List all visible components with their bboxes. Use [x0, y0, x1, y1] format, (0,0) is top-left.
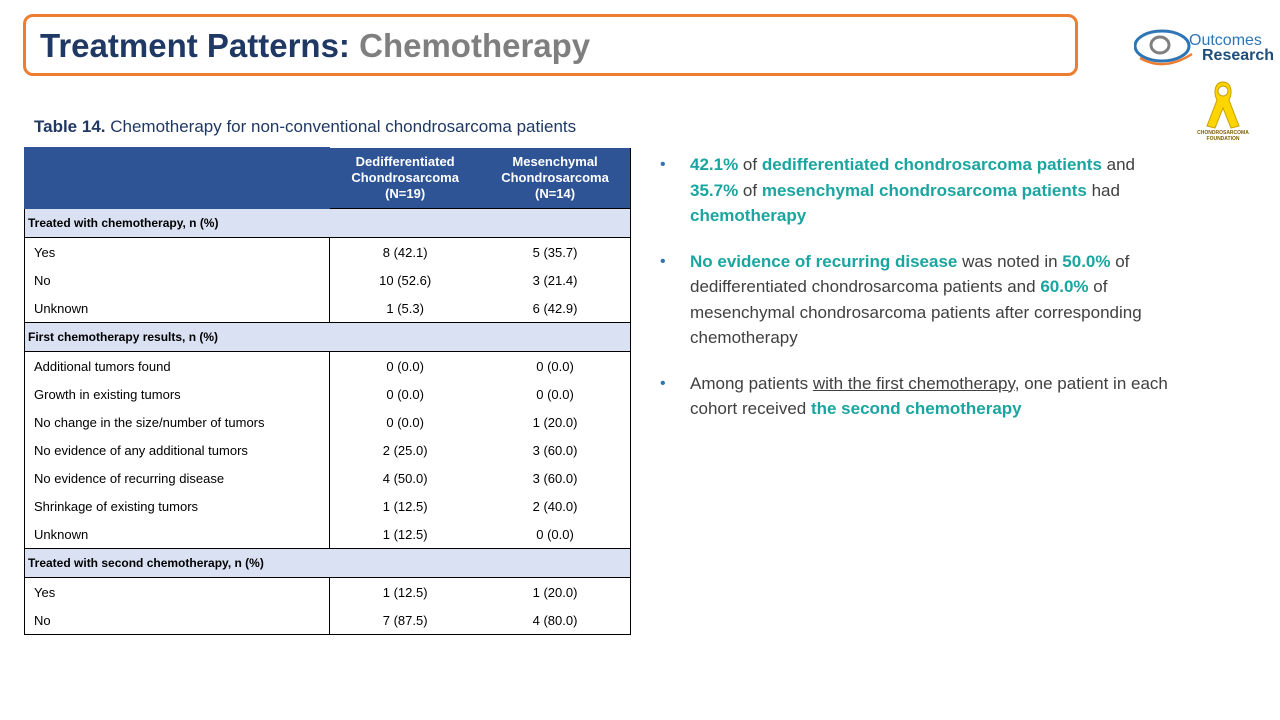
header-dedifferentiated	[330, 148, 480, 209]
table-caption-text: Chemotherapy for non-conventional chondrosarcoma patients	[110, 117, 577, 136]
table-row	[25, 238, 631, 267]
row-value-dedifferentiated: 8 (42.1)	[330, 238, 480, 267]
table-row	[25, 492, 631, 520]
row-value-mesenchymal: 6 (42.9)	[532, 300, 578, 316]
header-blank-cell	[25, 148, 330, 209]
section-row	[25, 209, 631, 238]
row-label: Shrinkage of existing tumors	[25, 492, 330, 520]
title-box	[23, 14, 1078, 76]
row-value-dedifferentiated: 0 (0.0)	[386, 386, 424, 402]
header-mesenchymal	[480, 148, 630, 209]
row-label: Unknown	[25, 294, 330, 323]
table-row	[25, 606, 631, 635]
header-2-line-3: (N=14)	[534, 185, 576, 201]
header-1-line-2: Chondrosarcoma	[351, 169, 459, 185]
chemotherapy-table	[24, 147, 631, 635]
bullet-3-part-3: , one patient in each cohort received	[690, 373, 1168, 418]
row-label: No change in the size/number of tumors	[25, 408, 330, 436]
row-label: No evidence of recurring disease	[25, 464, 330, 492]
bullet-1-part-9: chemotherapy	[690, 206, 807, 225]
section-row	[25, 549, 631, 578]
table-row	[25, 436, 631, 464]
row-value-mesenchymal: 1 (20.0)	[532, 414, 578, 430]
row-value-dedifferentiated: 0 (0.0)	[330, 352, 480, 381]
table-header-row	[25, 148, 631, 209]
row-label: Yes	[25, 238, 330, 267]
row-value-mesenchymal: 3 (60.0)	[532, 470, 578, 486]
row-value-dedifferentiated: 10 (52.6)	[379, 272, 432, 288]
bullet-1-part-3: dedifferentiated chondrosarcoma patients	[761, 155, 1102, 174]
bullet-2-part-2: was noted in	[957, 251, 1063, 271]
section-row	[25, 323, 631, 352]
bullet-second-chemotherapy	[660, 371, 1170, 422]
title-part-1: Treatment Patterns:	[40, 27, 350, 64]
bullet-2-part-6: of mesenchymal chondrosarcoma patients after corresponding chemotherapy	[690, 277, 1142, 347]
bullet-1-part-4: and	[1101, 155, 1135, 174]
row-label: Unknown	[25, 520, 330, 549]
title-part-2: Chemotherapy	[359, 27, 591, 64]
bullet-recurring-disease	[660, 249, 1170, 351]
bullet-2-part-4: of dedifferentiated chondrosarcoma patients and	[690, 251, 1130, 296]
row-value-mesenchymal: 0 (0.0)	[480, 352, 630, 381]
bullet-1-part-5: 35.7%	[690, 180, 739, 200]
yellow-ribbon-icon	[1195, 78, 1251, 130]
section-title: Treated with second chemotherapy, n (%)	[25, 549, 631, 578]
table-row	[25, 294, 631, 323]
header-2-line-2: Chondrosarcoma	[501, 169, 609, 185]
row-label: Additional tumors found	[25, 352, 330, 381]
outcomes-research-logo	[1134, 28, 1274, 70]
logo-line-2: Research	[1202, 47, 1275, 64]
bullet-3-part-4: the second chemotherapy	[810, 399, 1022, 418]
logo-line-1: Outcomes	[1189, 32, 1262, 49]
section-title: Treated with chemotherapy, n (%)	[25, 209, 631, 238]
key-findings-list	[660, 152, 1170, 442]
row-value-dedifferentiated: 1 (5.3)	[386, 300, 424, 316]
row-value-mesenchymal: 0 (0.0)	[536, 526, 574, 542]
row-label: Yes	[25, 578, 330, 607]
chondrosarcoma-foundation-logo	[1195, 78, 1251, 148]
bullet-chemotherapy-rates	[660, 152, 1170, 229]
table-caption	[34, 117, 576, 137]
table-row	[25, 352, 631, 381]
header-1-line-3: (N=19)	[385, 185, 426, 201]
table-row	[25, 408, 631, 436]
row-label: No evidence of any additional tumors	[25, 436, 330, 464]
row-value-mesenchymal: 2 (40.0)	[532, 498, 578, 514]
row-label: No	[25, 266, 330, 294]
row-label: Growth in existing tumors	[25, 380, 330, 408]
row-value-dedifferentiated: 2 (25.0)	[382, 442, 428, 458]
bullet-2-part-3: 50.0%	[1062, 251, 1111, 271]
bullet-3-part-2: with the first chemotherapy	[812, 373, 1015, 393]
row-label: No	[25, 606, 330, 635]
row-value-mesenchymal: 4 (80.0)	[532, 612, 578, 628]
row-value-mesenchymal: 3 (21.4)	[532, 272, 578, 288]
bullet-2-part-5: 60.0%	[1040, 277, 1089, 296]
table-row	[25, 578, 631, 607]
section-title: First chemotherapy results, n (%)	[25, 323, 631, 352]
row-value-dedifferentiated: 0 (0.0)	[386, 414, 424, 430]
row-value-mesenchymal: 0 (0.0)	[536, 386, 574, 402]
bullet-3-part-1: Among patients	[690, 373, 813, 393]
bullet-1-part-1: 42.1%	[690, 155, 739, 174]
row-value-dedifferentiated: 4 (50.0)	[382, 470, 428, 486]
table-row	[25, 464, 631, 492]
header-2-line-1: Mesenchymal	[512, 153, 598, 169]
row-value-mesenchymal: 1 (20.0)	[480, 578, 630, 607]
row-value-mesenchymal: 3 (60.0)	[532, 442, 578, 458]
row-value-dedifferentiated: 1 (12.5)	[382, 498, 428, 514]
row-value-dedifferentiated: 7 (87.5)	[382, 612, 428, 628]
row-value-dedifferentiated: 1 (12.5)	[330, 578, 480, 607]
table-row	[25, 380, 631, 408]
table-row	[25, 520, 631, 549]
bullet-1-part-2: of	[738, 155, 762, 174]
bullet-1-part-6: of	[738, 180, 762, 200]
logo-swoosh-icon	[1134, 28, 1194, 70]
bullet-1-part-7: mesenchymal chondrosarcoma patients	[761, 180, 1087, 200]
table-caption-label: Table 14.	[34, 117, 106, 136]
table-row	[25, 266, 631, 294]
row-value-mesenchymal: 5 (35.7)	[480, 238, 630, 267]
page-title	[40, 27, 590, 65]
bullet-1-part-8: had	[1086, 180, 1120, 200]
ribbon-caption: CHONDROSARCOMA FOUNDATION	[1197, 130, 1249, 142]
bullet-2-part-1: No evidence of recurring disease	[690, 251, 958, 271]
row-value-dedifferentiated: 1 (12.5)	[382, 526, 428, 542]
header-1-line-1: Dedifferentiated	[355, 153, 455, 169]
